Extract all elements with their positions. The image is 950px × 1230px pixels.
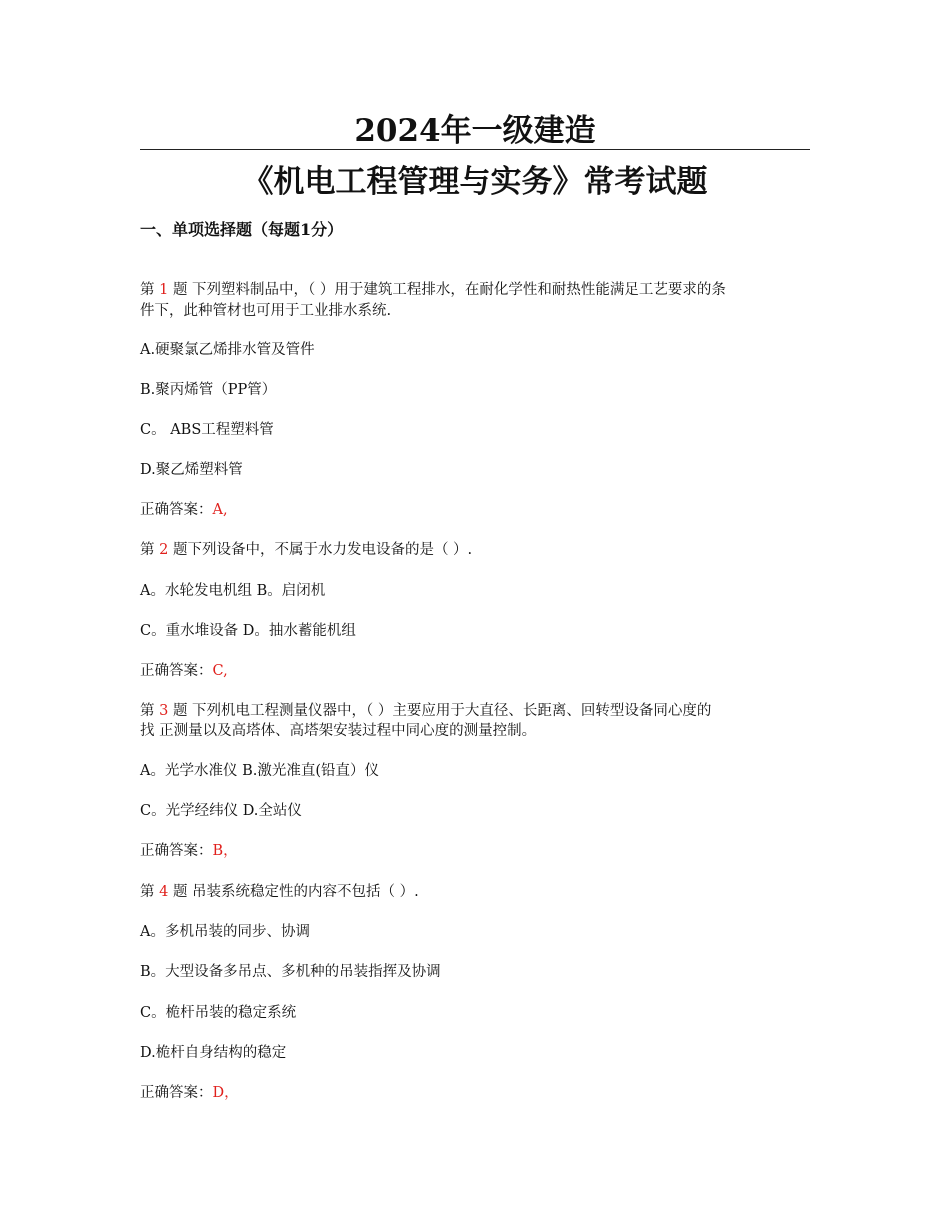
- question-1-text-cont: 件下，此种管材也可用于工业排水系统.: [140, 303, 392, 319]
- answer-label: 正确答案：: [140, 1085, 213, 1101]
- answer-value: D，: [212, 1085, 239, 1101]
- question-number: 2: [159, 542, 169, 558]
- question-text: 题 下列机电工程测量仪器中，（ ）主要应用于大直径、长距离、回转型设备同心度的: [168, 703, 712, 719]
- option-1b: B.聚丙烯管（PP管）: [140, 382, 277, 398]
- question-3-text: [140, 701, 810, 721]
- option-2ab: A。水轮发电机组 B。启闭机: [140, 583, 326, 599]
- question-prefix: 第: [140, 884, 160, 900]
- option-4b: B。大型设备多吊点、多机种的吊装指挥及协调: [140, 964, 441, 980]
- option-1a: A.硬聚氯乙烯排水管及管件: [140, 342, 315, 358]
- option-3ab: A。光学水准仪 B.激光准直(铅直）仪: [140, 763, 380, 779]
- question-number: 1: [159, 282, 169, 298]
- question-number: 4: [159, 884, 169, 900]
- answer-label: 正确答案：: [140, 843, 213, 859]
- option-4a: A。多机吊装的同步、协调: [140, 924, 310, 940]
- question-number: 3: [159, 703, 169, 719]
- section-heading: 一、单项选择题（每题1分）: [140, 220, 344, 239]
- answer-2: [140, 661, 810, 681]
- title-divider: [140, 149, 810, 150]
- document-title-line1: 2024年一级建造: [354, 113, 596, 149]
- question-3-text-cont: 找 正测量以及高塔体、高塔架安装过程中同心度的测量控制。: [140, 723, 537, 739]
- answer-label: 正确答案：: [140, 663, 213, 679]
- answer-label: 正确答案：: [140, 502, 213, 518]
- option-1d: D.聚乙烯塑料管: [140, 462, 243, 478]
- question-text: 题 吊装系统稳定性的内容不包括（ ）.: [168, 884, 419, 900]
- question-4-text: [140, 882, 810, 902]
- option-4d: D.桅杆自身结构的稳定: [140, 1045, 287, 1061]
- document-title-line2: 《机电工程管理与实务》常考试题: [242, 164, 708, 200]
- option-3cd: C。光学经纬仪 D.全站仪: [140, 803, 302, 819]
- option-2cd: C。重水堆设备 D。抽水蓄能机组: [140, 623, 356, 639]
- question-text: 题 下列塑料制品中，（ ）用于建筑工程排水，在耐化学性和耐热性能满足工艺要求的条: [168, 282, 726, 298]
- answer-value: B，: [212, 843, 238, 859]
- question-1-text: [140, 280, 810, 300]
- answer-1: [140, 500, 810, 520]
- question-prefix: 第: [140, 703, 160, 719]
- answer-value: A,: [212, 502, 228, 518]
- answer-4: [140, 1083, 810, 1103]
- question-prefix: 第: [140, 282, 160, 298]
- question-text: 题下列设备中，不属于水力发电设备的是（ ）.: [168, 542, 473, 558]
- answer-value: C,: [212, 663, 228, 679]
- question-prefix: 第: [140, 542, 160, 558]
- answer-3: [140, 841, 810, 861]
- question-2-text: [140, 540, 810, 560]
- option-4c: C。桅杆吊装的稳定系统: [140, 1005, 297, 1021]
- option-1c: C。 ABS工程塑料管: [140, 422, 274, 438]
